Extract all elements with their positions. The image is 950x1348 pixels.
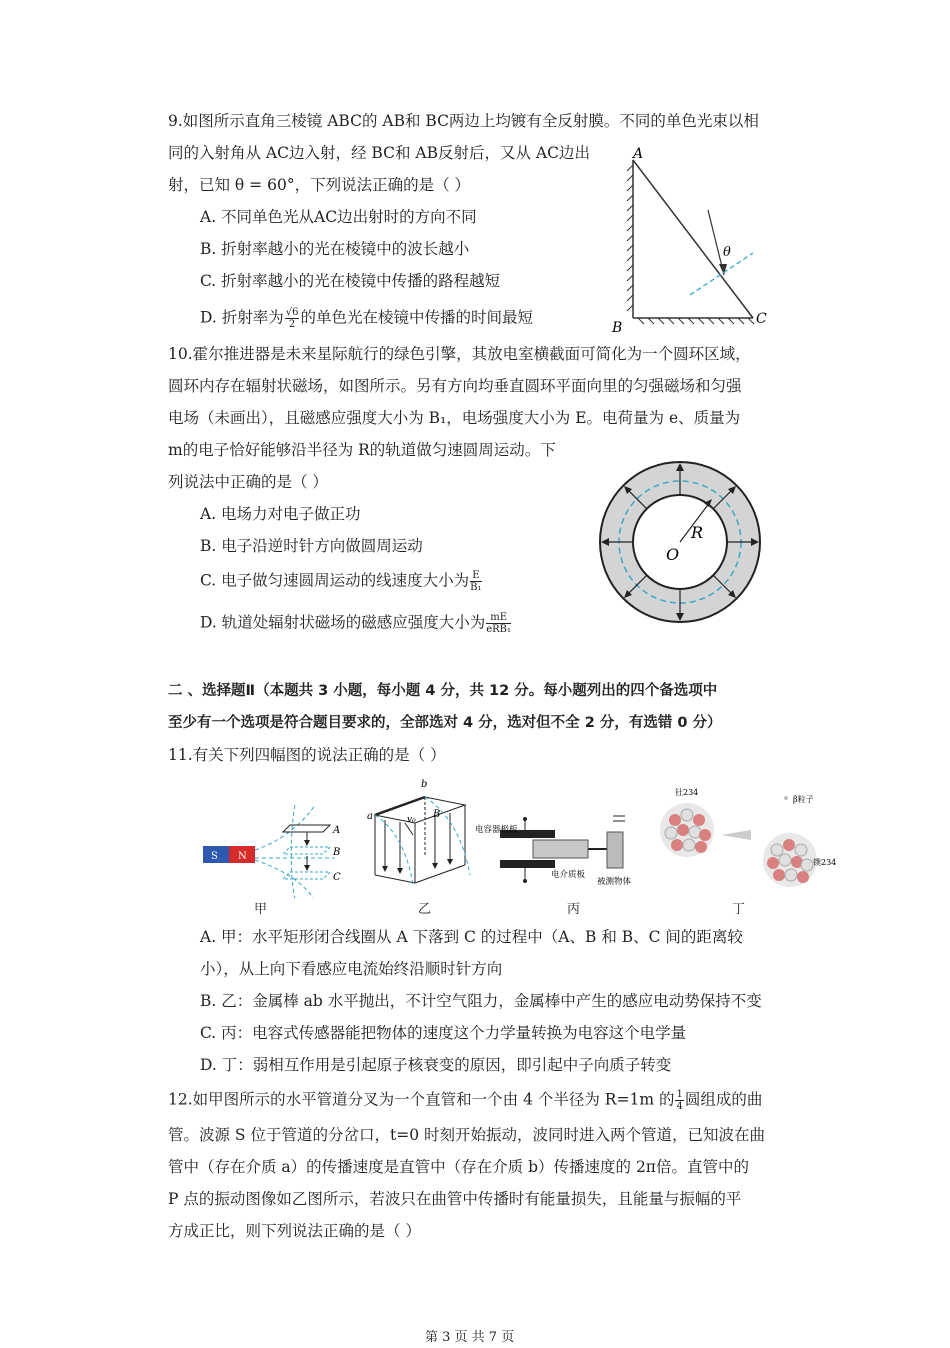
fall-arrowhead-2 [304,865,310,871]
q10-line-4: m的电子恰好能够沿半径为 R的轨道做匀速圆周运动。下 [168,441,556,459]
q9-line-3: 射，已知 θ = 60°，下列说法正确的是（ ） [168,176,471,194]
angle-label-theta: θ [723,245,731,260]
q10-option-c [200,570,483,593]
q11-option-c: C. 丙：电容式传感器能把物体的速度这个力学量转换为电容这个电学量 [200,1024,687,1042]
velocity-label: v₀ [407,815,416,825]
q11-option-d: D. 丁：弱相互作用是引起原子核衰变的原因，即引起中子向质子转变 [200,1056,672,1074]
q9-option-b: B. 折射率越小的光在棱镜中的波长越小 [200,240,470,258]
dielectric-label: 电介质板 [551,870,586,880]
plate-label: 电容器极板 [475,825,518,835]
q10-line-3: 电场（未画出），且磁感应强度大小为 B₁，电场强度大小为 E。电荷量为 e、质量为 [168,409,741,427]
terminal-top [523,817,527,821]
magnet-s-label: S [211,851,218,862]
coil-label-b: B [333,847,341,858]
terminal-bottom [523,879,527,883]
thorium-label: 钍234 [675,788,699,797]
q12-line-4: P 点的振动图像如乙图所示，若波只在曲管中传播时有能量损失，且能量与振幅的平 [168,1190,742,1208]
beta-particle [784,796,788,800]
trajectory-a [375,815,413,885]
vertex-label-a: A [633,146,644,162]
q11-option-a-line-1: A. 甲：水平矩形闭合线圈从 A 下落到 C 的过程中（A、B 和 B、C 间的距离较 [200,928,743,946]
decay-arrow [721,830,751,840]
thorium-nucleus [660,803,714,857]
q10-line-5: 列说法中正确的是（ ） [168,473,328,491]
coil-position-a [283,825,330,832]
q10-option-a: A. 电场力对电子做正功 [200,505,361,523]
normal-line [690,253,753,295]
trajectory-b [425,797,470,875]
center-label: O [666,545,680,564]
vertex-label-c: C [756,311,767,327]
q10-d-denominator: eRB₁ [486,624,512,635]
vertex-label-b: B [612,320,623,335]
q9-line-1: 9.如图所示直角三棱镜 ABC的 AB和 BC两边上均镀有全反射膜。不同的单色光束以相 [168,112,759,130]
q9-option-d-prefix: D. 折射率为 [200,308,284,327]
q10-option-d-fraction [486,612,511,635]
caption-jia: 甲 [254,902,268,917]
dielectric-slab [533,840,588,858]
capacitor-plate-bottom [500,860,555,868]
thruster-ring-figure [598,460,763,625]
q10-c-denominator: B₁ [470,582,482,593]
metal-rod-ab [375,797,425,815]
q12-quarter-fraction [675,1089,683,1112]
section2-line-1: 二 、选择题Ⅱ（本题共 3 小题，每小题 4 分，共 12 分。每小题列出的四个备选项中 [168,683,718,699]
figure-yi [365,775,485,900]
figure-jia [195,800,355,900]
q10-option-c-prefix: C. 电子做匀速圆周运动的线速度大小为 [200,571,470,590]
rod-end-label-a: a [367,811,373,822]
q10-option-b: B. 电子沿逆时针方向做圆周运动 [200,537,423,555]
magnet-n-label: N [238,851,247,862]
q10-option-d-prefix: D. 轨道处辐射状磁场的磁感应强度大小为 [200,613,486,632]
figure-bing [475,810,645,895]
q9-option-c: C. 折射率越小的光在棱镜中传播的路程越短 [200,272,501,290]
q12-frac-denominator: 4 [676,1101,683,1112]
coil-position-b [283,847,330,854]
prism-side-ac [633,160,753,318]
radius-label: R [691,523,704,542]
q10-line-2: 圆环内存在辐射状磁场，如图所示。另有方向均垂直圆环平面向里的匀强磁场和匀强 [168,377,742,395]
page-footer: 第 3 页 共 7 页 [425,1330,515,1345]
field-arrowheads [382,859,453,874]
q9-frac-denominator: 2 [288,319,296,330]
coil-label-c: C [333,872,341,883]
q12-line-5: 方成正比，则下列说法正确的是（ ） [168,1222,421,1240]
beta-label: β粒子 [793,795,814,804]
fall-arrowhead-1 [304,840,310,846]
q10-option-d [200,612,512,635]
field-label: B [433,809,441,820]
q12-frac-numerator: 1 [676,1089,683,1100]
prism-bc-hatching [638,318,754,324]
q9-frac-numerator: √6 [285,307,299,318]
q9-option-a: A. 不同单色光从AC边出射时的方向不同 [200,208,477,226]
q10-option-c-fraction [470,570,481,593]
q12-line-3: 管中（存在介质 a）的传播速度是直管中（存在介质 b）传播速度的 2π倍。直管中的 [168,1158,749,1176]
q12-line-2: 管。波源 S 位于管道的分岔口，t=0 时刻开始振动，波同时进入两个管道，已知波在曲 [168,1126,765,1144]
q12-line-1 [168,1089,762,1112]
prism-ab-hatching [627,165,633,311]
q11-stem: 11.有关下列四幅图的说法正确的是（ ） [168,746,446,764]
caption-bing: 丙 [567,902,581,917]
object-label: 被测物体 [597,877,632,887]
q11-option-b: B. 乙：金属棒 ab 水平抛出，不计空气阻力，金属棒中产生的感应电动势保持不变 [200,992,762,1010]
figure-ding [655,785,840,895]
caption-yi: 乙 [418,902,432,917]
q12-line-1-suffix: 圆组成的曲 [684,1090,763,1109]
q9-option-d-fraction [285,307,300,330]
section2-line-2: 至少有一个选项是符合题目要求的，全部选对 4 分，选对但不全 2 分，有选错 0 分） [168,715,722,731]
q10-line-1: 10.霍尔推进器是未来星际航行的绿色引擎，其放电室横截面可简化为一个圆环区域， [168,345,751,363]
magnetic-field-lines [255,805,335,898]
q12-line-1-prefix: 12.如甲图所示的水平管道分叉为一个直管和一个由 4 个半径为 R=1m 的 [168,1090,675,1109]
coil-label-a: A [333,825,341,836]
caption-ding: 丁 [732,902,746,917]
q9-line-2: 同的入射角从 AC边入射，经 BC和 AB反射后，又从 AC边出 [168,144,590,162]
prism-figure [608,140,778,335]
rod-end-label-b: b [421,779,428,790]
q11-option-a-line-2: 小），从上向下看感应电流始终沿顺时针方向 [200,960,503,978]
q9-option-d-suffix: 的单色光在棱镜中传播的时间最短 [300,308,533,327]
q10-c-numerator: E [470,570,481,582]
protactinium-nucleus [763,833,817,887]
q10-d-numerator: mE [486,612,511,624]
protactinium-label: 镤234 [813,858,837,867]
measured-object [607,832,623,868]
coil-position-c [283,872,330,879]
q9-option-d [200,307,533,330]
